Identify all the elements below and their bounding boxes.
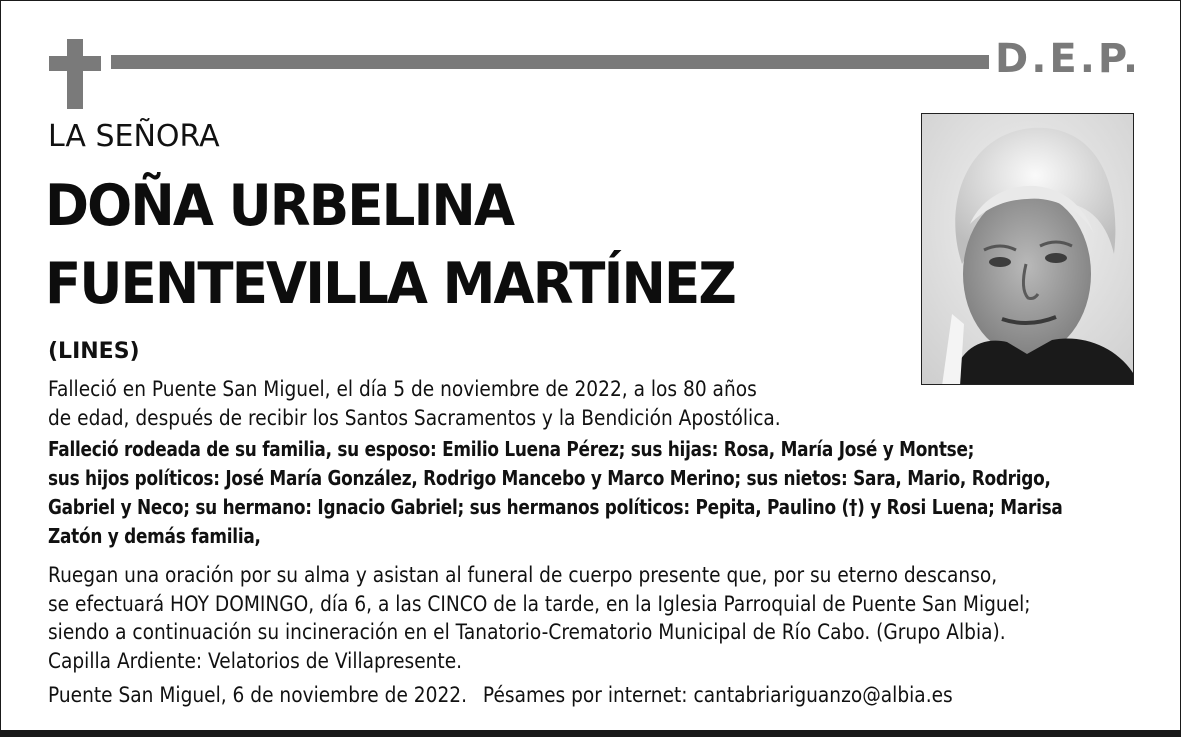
portrait-image [922,114,1134,385]
text-line: sus hijos políticos: José María González, Rodrigo Mancebo y Marco Merino; sus nietos: Sara, Mario, Rodrigo, [48,466,1051,490]
text-line: Zatón y demás familia, [48,524,261,548]
funeral-details [48,561,1031,675]
text-line: se efectuará HOY DOMINGO, día 6, a las CINCO de la tarde, en la Iglesia Parroquial de Puente San Miguel; [48,591,1031,616]
place-date: Puente San Miguel, 6 de noviembre de 2022. [48,683,468,707]
text-line: de edad, después de recibir los Santos Sacramentos y la Bendición Apostólica. [48,405,781,430]
footer-bar [1,730,1180,736]
deceased-nickname: (LINES) [48,339,140,364]
dep-label: D.E.P. [995,36,1142,82]
death-announcement [48,375,781,432]
text-line: Ruegan una oración por su alma y asistan al funeral de cuerpo presente que, por su eterno descanso, [48,563,998,587]
condolences-info: Pésames por internet: cantabriariguanzo@albia.es [482,683,953,707]
text-line: Falleció en Puente San Miguel, el día 5 de noviembre de 2022, a los 80 años [48,377,757,401]
closing-line [48,681,953,710]
deceased-title: LA SEÑORA [48,119,220,154]
header-rule [111,55,989,69]
text-line: Capilla Ardiente: Velatorios de Villapresente. [48,648,463,673]
deceased-name-line1: DOÑA URBELINA [45,173,514,239]
cross-icon [67,39,83,109]
cross-icon-bar [49,56,101,71]
text-line: Falleció rodeada de su familia, su esposo: Emilio Luena Pérez; sus hijas: Rosa, María José y Montse; [48,437,975,461]
text-line: siendo a continuación su incineración en el Tanatorio-Crematorio Municipal de Río Cabo. (Grupo Albia). [48,620,1006,644]
family-list [48,435,1063,551]
portrait-photo [921,113,1134,385]
deceased-name-line2: FUENTEVILLA MARTÍNEZ [45,251,735,317]
deceased-name [45,167,735,323]
text-line: Gabriel y Neco; su hermano: Ignacio Gabriel; sus hermanos políticos: Pepita, Paulino (†) y Rosi Luena; Marisa [48,495,1063,519]
